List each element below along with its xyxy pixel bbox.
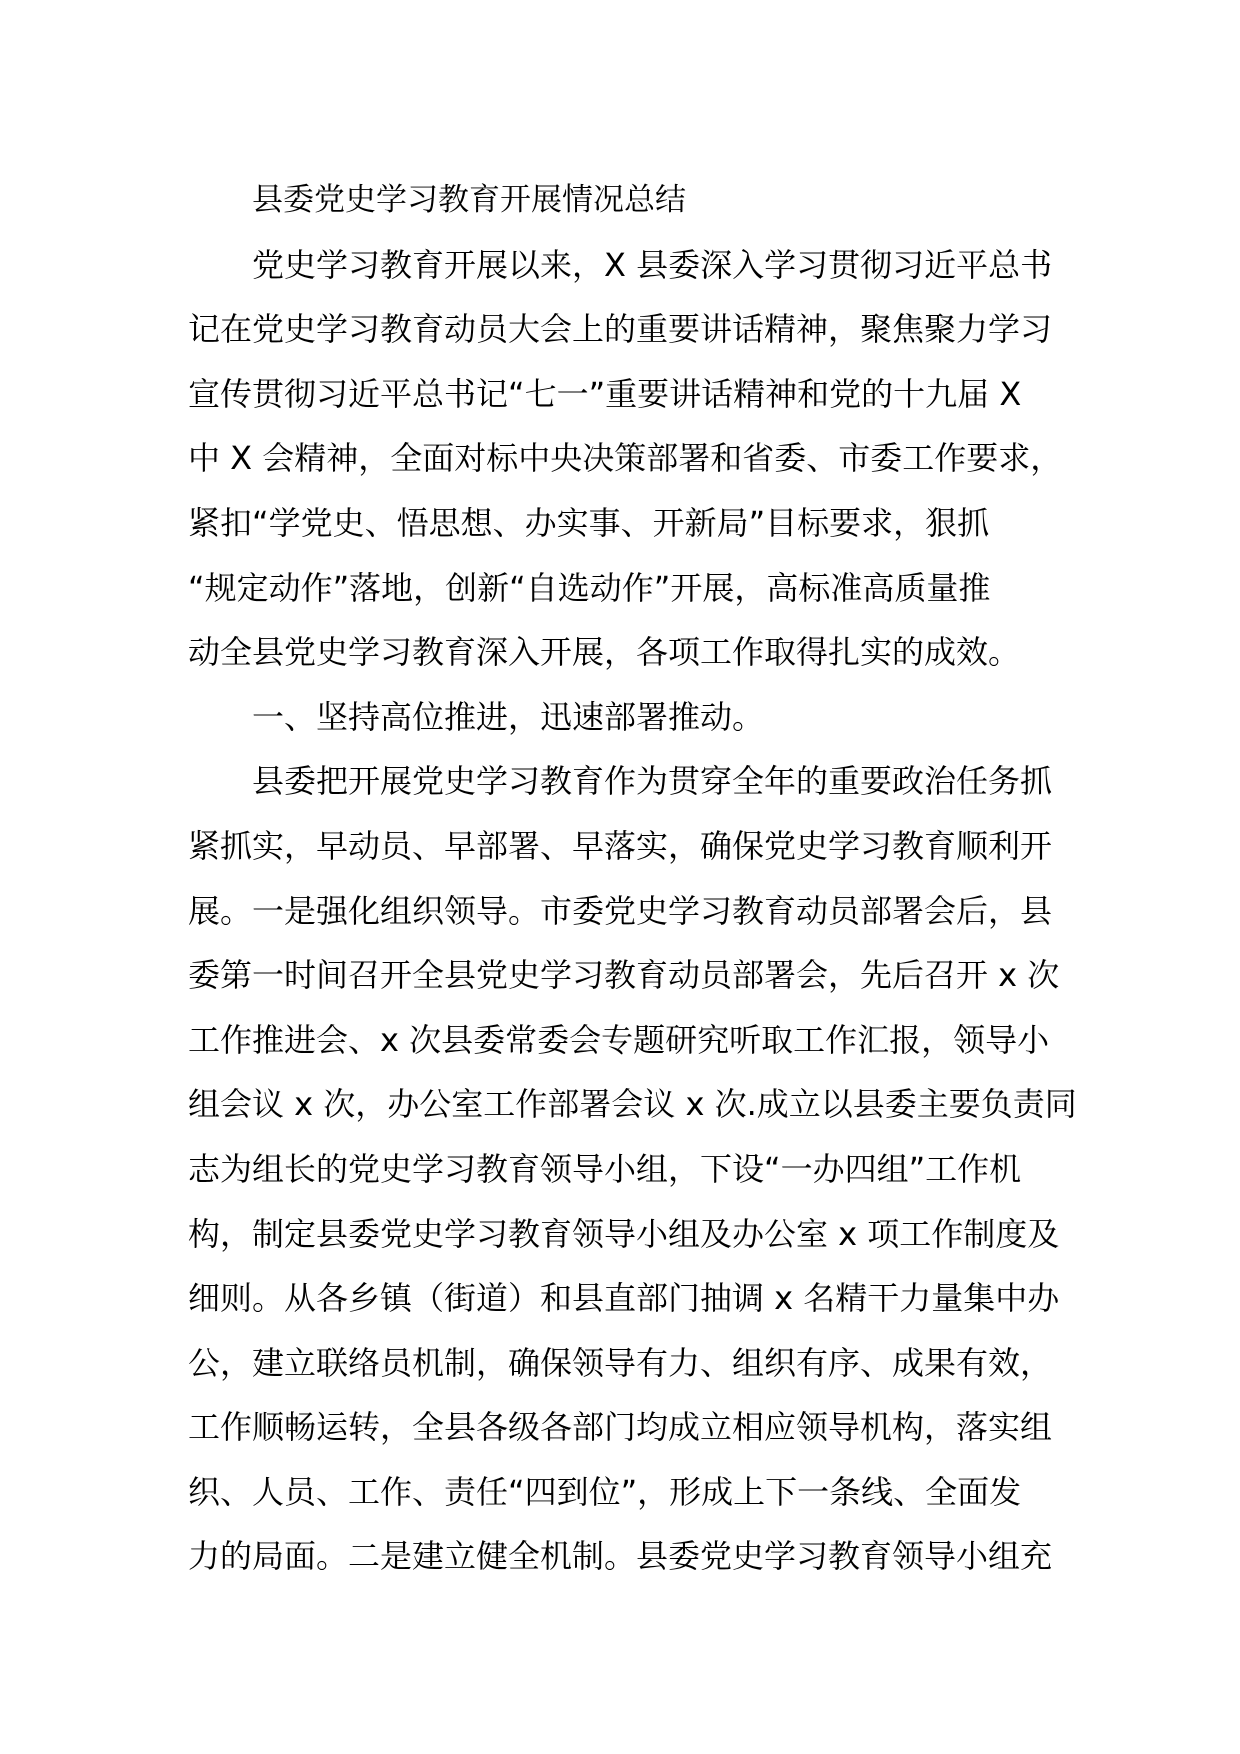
paragraph-line: 公，建立联络员机制，确保领导有力、组织有序、成果有效， (188, 1343, 1053, 1382)
paragraph-line: 记在党史学习教育动员大会上的重要讲话精神，聚焦聚力学习 (188, 310, 1053, 349)
paragraph-line: 工作推进会、x 次县委常委会专题研究听取工作汇报，领导小 (188, 1020, 1050, 1059)
paragraph-line: 工作顺畅运转，全县各级各部门均成立相应领导机构，落实组 (188, 1408, 1053, 1447)
document-title: 县委党史学习教育开展情况总结 (252, 182, 686, 218)
paragraph-line: 紧抓实，早动员、早部署、早落实，确保党史学习教育顺利开 (188, 826, 1053, 865)
paragraph-line: 紧扣“学党史、悟思想、办实事、开新局”目标要求，狠抓 (188, 503, 990, 542)
paragraph-line: 动全县党史学习教育深入开展，各项工作取得扎实的成效。 (188, 633, 1021, 672)
section-heading: 一、坚持高位推进，迅速部署推动。 (252, 697, 765, 736)
paragraph-line: 力的局面。二是建立健全机制。县委党史学习教育领导小组充 (188, 1537, 1053, 1576)
paragraph-line: 织、人员、工作、责任“四到位”，形成上下一条线、全面发 (188, 1472, 1022, 1511)
paragraph-line: 县委把开展党史学习教育作为贯穿全年的重要政治任务抓 (252, 762, 1053, 801)
paragraph-line: 展。一是强化组织领导。市委党史学习教育动员部署会后，县 (188, 891, 1053, 930)
paragraph-line: 委第一时间召开全县党史学习教育动员部署会，先后召开 x 次 (188, 956, 1060, 995)
paragraph-line: 组会议 x 次，办公室工作部署会议 x 次.成立以县委主要负责同 (188, 1085, 1077, 1124)
paragraph-line: 党史学习教育开展以来，X 县委深入学习贯彻习近平总书 (252, 245, 1053, 284)
paragraph-line: 细则。从各乡镇（街道）和县直部门抽调 x 名精干力量集中办 (188, 1279, 1060, 1318)
document-page (188, 168, 1077, 1589)
paragraph-line: 宣传贯彻习近平总书记“七一”重要讲话精神和党的十九届 X (188, 374, 1022, 413)
paragraph-line: “规定动作”落地，创新“自选动作”开展，高标准高质量推 (188, 568, 991, 607)
paragraph-line: 中 X 会精神，全面对标中央决策部署和省委、市委工作要求， (188, 439, 1063, 478)
paragraph-line: 志为组长的党史学习教育领导小组，下设“一办四组”工作机 (188, 1149, 1022, 1188)
paragraph-line: 构，制定县委党史学习教育领导小组及办公室 x 项工作制度及 (188, 1214, 1060, 1253)
